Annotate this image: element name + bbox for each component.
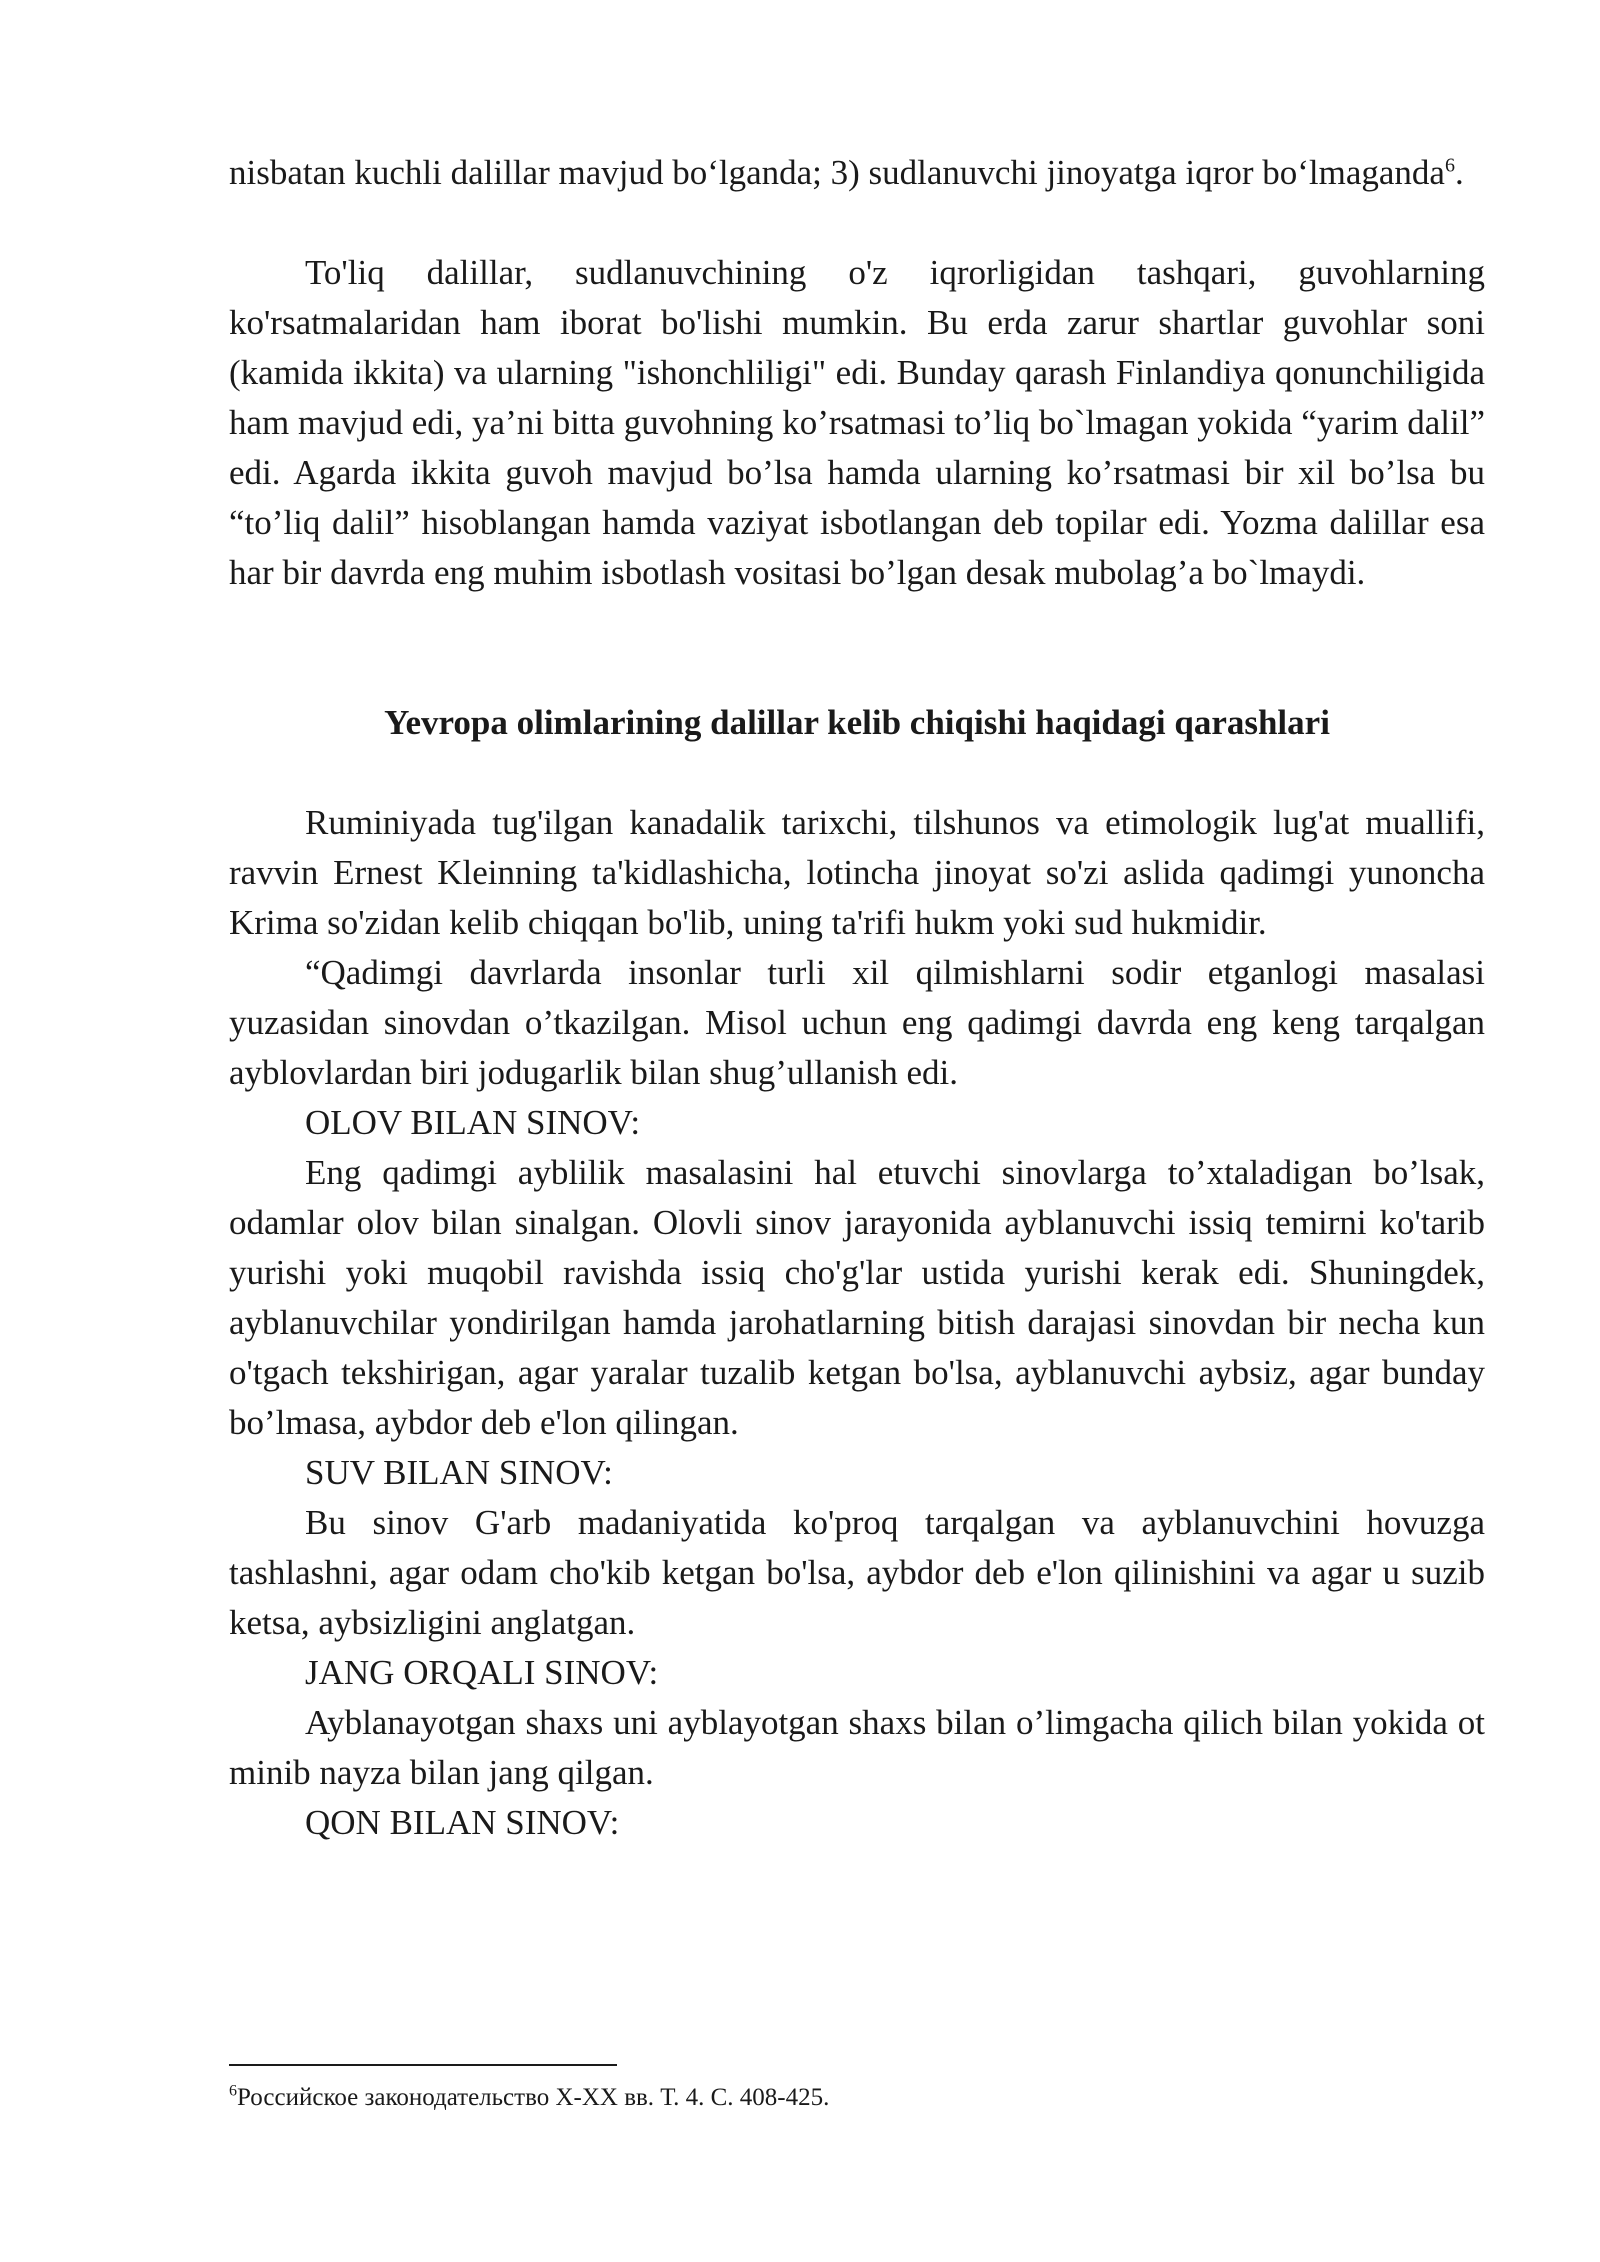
combat-ordeal-text: Ayblanayotgan shaxs uni ayblayotgan shaxs bilan o’limgacha qilich bilan yokida ot minib nayza bilan jang qilgan. — [229, 1703, 1485, 1792]
intro-text: nisbatan kuchli dalillar mavjud bo‘lganda; 3) sudlanuvchi jinoyatga iqror bo‘lmaganda — [229, 153, 1445, 192]
water-ordeal-text: Bu sinov G'arb madaniyatida ko'proq tarqalgan va ayblanuvchini hovuzga tashlashni, agar odam cho'kib ketgan bo'lsa, aybdor deb e'lon qilinishini va agar u suzib ketsa, aybsizligini anglatgan. — [229, 1503, 1485, 1642]
footnote-reference[interactable]: 6 — [1444, 154, 1455, 177]
footnote-divider — [229, 2064, 617, 2066]
paragraph-ancient: “Qadimgi davrlarda insonlar turli xil qilmishlarni sodir etganlogi masalasi yuzasidan sinovdan o’tkazilgan. Misol uchun eng qadimgi davrda eng keng tarqalgan ayblovlardan biri jodugarlik bilan shug’ullanish edi. — [229, 953, 1485, 1092]
footnote-text: Российское законодательство X-XX вв. Т. 4. С. 408-425. — [237, 2084, 830, 2111]
combat-ordeal-label: JANG ORQALI SINOV: — [305, 1653, 659, 1692]
paragraph-evidence: To'liq dalillar, sudlanuvchining o'z iqrorligidan tashqari, guvohlarning ko'rsatmalaridan ham iborat bo'lishi mumkin. Bu erda zarur shartlar guvohlar soni (kamida ikkita) va ularning "ishonchliligi" edi. Bunday qarash Finlandiya qonunchiligida ham mavjud edi, ya’ni bitta guvohning ko’rsatmasi to’liq bo`lmagan yokida “yarim dalil” edi. Agarda ikkita guvoh mavjud bo’lsa hamda ularning ko’rsatmasi bir xil bo’lsa bu “to’liq dalil” hisoblangan hamda vaziyat isbotlangan deb topilar edi. Yozma dalillar esa har bir davrda eng muhim isbotlash vositasi bo’lgan desak mubolag’a bo`lmaydi. — [229, 253, 1485, 592]
intro-paragraph — [229, 148, 1485, 198]
blood-ordeal-label: QON BILAN SINOV: — [305, 1803, 620, 1842]
document-body — [229, 148, 1485, 1848]
footnote-number: 6 — [229, 2082, 237, 2100]
fire-ordeal-text: Eng qadimgi ayblilik masalasini hal etuvchi sinovlarga to’xtaladigan bo’lsak, odamlar olov bilan sinalgan. Olovli sinov jarayonida ayblanuvchi issiq temirni ko'tarib yurishi yoki muqobil ravishda issiq cho'g'lar ustida yurishi kerak edi. Shuningdek, ayblanuvchilar yondirilgan hamda jarohatlarning bitish darajasi sinovdan bir necha kun o'tgach tekshirigan, agar yaralar tuzalib ketgan bo'lsa, ayblanuvchi aybsiz, agar bunday bo’lmasa, aybdor deb e'lon qilingan. — [229, 1153, 1485, 1442]
paragraph-klein: Ruminiyada tug'ilgan kanadalik tarixchi, tilshunos va etimologik lug'at muallifi, ravvin Ernest Kleinning ta'kidlashicha, lotincha jinoyat so'zi aslida qadimgi yunoncha Krima so'zidan kelib chiqqan bo'lib, uning ta'rifi hukm yoki sud hukmidir. — [229, 803, 1485, 942]
water-ordeal-label: SUV BILAN SINOV: — [305, 1453, 613, 1492]
footnote — [229, 2080, 1485, 2116]
fire-ordeal-label: OLOV BILAN SINOV: — [305, 1103, 641, 1142]
section-heading: Yevropa olimlarining dalillar kelib chiqishi haqidagi qarashlari — [384, 703, 1330, 742]
intro-tail: . — [1454, 153, 1464, 192]
